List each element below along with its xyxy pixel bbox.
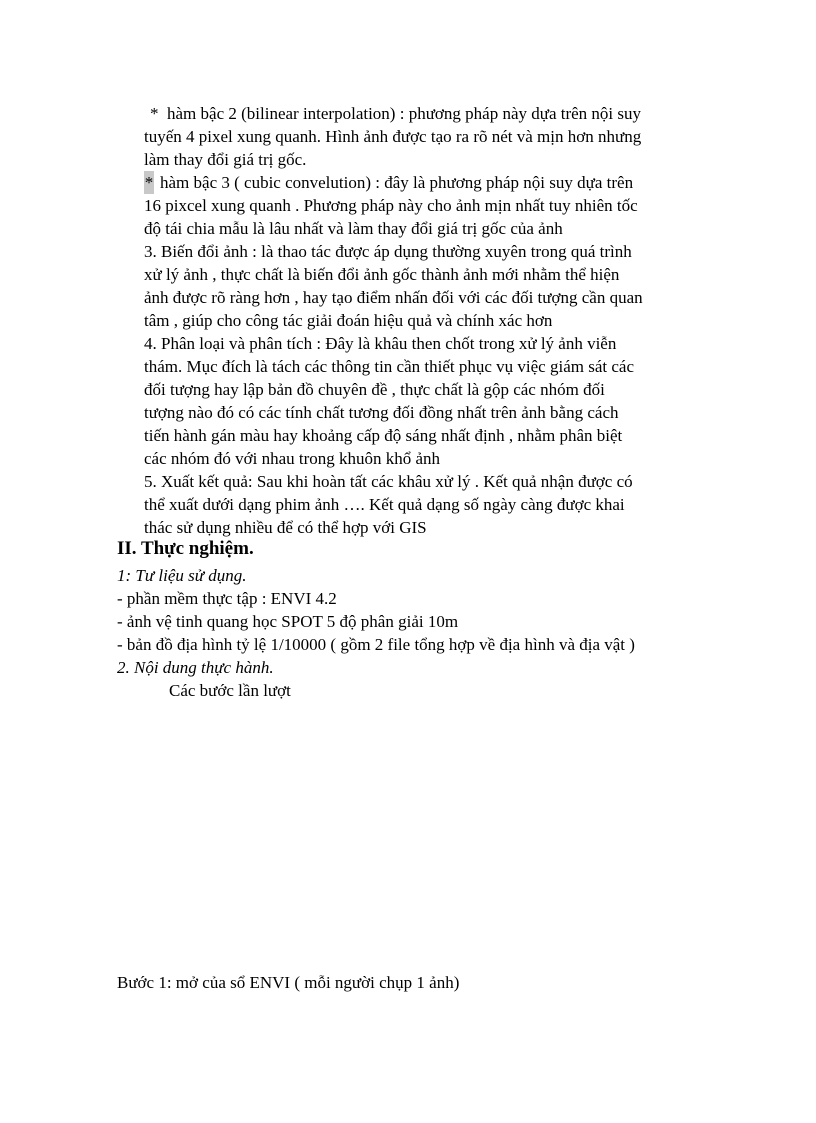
- text-line: 3. Biến đổi ảnh : là thao tác được áp dụng thường xuyên trong quá trình: [144, 242, 632, 261]
- text-line: ảnh được rõ ràng hơn , hay tạo điểm nhấn đối với các đối tượng cần quan: [144, 288, 643, 307]
- text-line: thác sử dụng nhiều để có thể hợp với GIS: [144, 518, 427, 537]
- numbered-steps: [144, 240, 704, 539]
- text-line: đối tượng hay lập bản đồ chuyên đề , thực chất là gộp các nhóm đối: [144, 380, 605, 399]
- bullet-marker-highlighted: *: [144, 173, 154, 192]
- section-body: [117, 564, 635, 702]
- text-line: xử lý ảnh , thực chất là biến đổi ảnh gốc thành ảnh mới nhằm thể hiện: [144, 265, 620, 284]
- material-item: - ảnh vệ tinh quang học SPOT 5 độ phân giải 10m: [117, 612, 459, 631]
- subheading-materials: 1: Tư liệu sử dụng.: [117, 566, 247, 585]
- bullet-cubic: [144, 171, 704, 240]
- steps-intro: Các bước lần lượt: [169, 681, 291, 700]
- bullet-bilinear-line-2: tuyến 4 pixel xung quanh. Hình ảnh được tạo ra rõ nét và mịn hơn nhưng: [144, 127, 642, 146]
- bullet-cubic-line-1: * hàm bậc 3 ( cubic convelution) : đây là phương pháp nội suy dựa trên: [144, 173, 634, 192]
- text-line: thám. Mục đích là tách các thông tin cần thiết phục vụ việc giám sát các: [144, 357, 634, 376]
- text-line: tượng nào đó có các tính chất tương đối đồng nhất trên ảnh bằng cách: [144, 403, 619, 422]
- material-item: - phần mềm thực tập : ENVI 4.2: [117, 589, 337, 608]
- text-line: 4. Phân loại và phân tích : Đây là khâu then chốt trong xử lý ảnh viễn: [144, 334, 617, 353]
- bullet-bilinear-line-3: làm thay đổi giá trị gốc.: [144, 150, 307, 169]
- material-item: - bản đồ địa hình tỷ lệ 1/10000 ( gồm 2 file tổng hợp về địa hình và địa vật ): [117, 635, 635, 654]
- bullet-cubic-line-3: độ tái chia mẫu là lâu nhất và làm thay đổi giá trị gốc của ảnh: [144, 219, 563, 238]
- text-line: 5. Xuất kết quả: Sau khi hoàn tất các khâu xử lý . Kết quả nhận được có: [144, 472, 633, 491]
- section-heading: II. Thực nghiệm.: [117, 538, 254, 559]
- bullet-bilinear: [144, 102, 704, 171]
- text-line: tâm , giúp cho công tác giải đoán hiệu quả và chính xác hơn: [144, 311, 553, 330]
- bullet-marker: *: [150, 104, 159, 123]
- step-1-text: Bước 1: mở của sổ ENVI ( mỗi người chụp 1 ảnh): [117, 973, 460, 992]
- bullet-bilinear-line-1: * hàm bậc 2 (bilinear interpolation) : phương pháp này dựa trên nội suy: [150, 104, 642, 123]
- text-line: tiến hành gán màu hay khoảng cấp độ sáng nhất định , nhằm phân biệt: [144, 426, 623, 445]
- bullet-cubic-line-2: 16 pixcel xung quanh . Phương pháp này cho ảnh mịn nhất tuy nhiên tốc: [144, 196, 638, 215]
- subheading-practice: 2. Nội dung thực hành.: [117, 658, 274, 677]
- text-line: thể xuất dưới dạng phim ảnh …. Kết quả dạng số ngày càng được khai: [144, 495, 625, 514]
- text-line: các nhóm đó với nhau trong khuôn khổ ảnh: [144, 449, 441, 468]
